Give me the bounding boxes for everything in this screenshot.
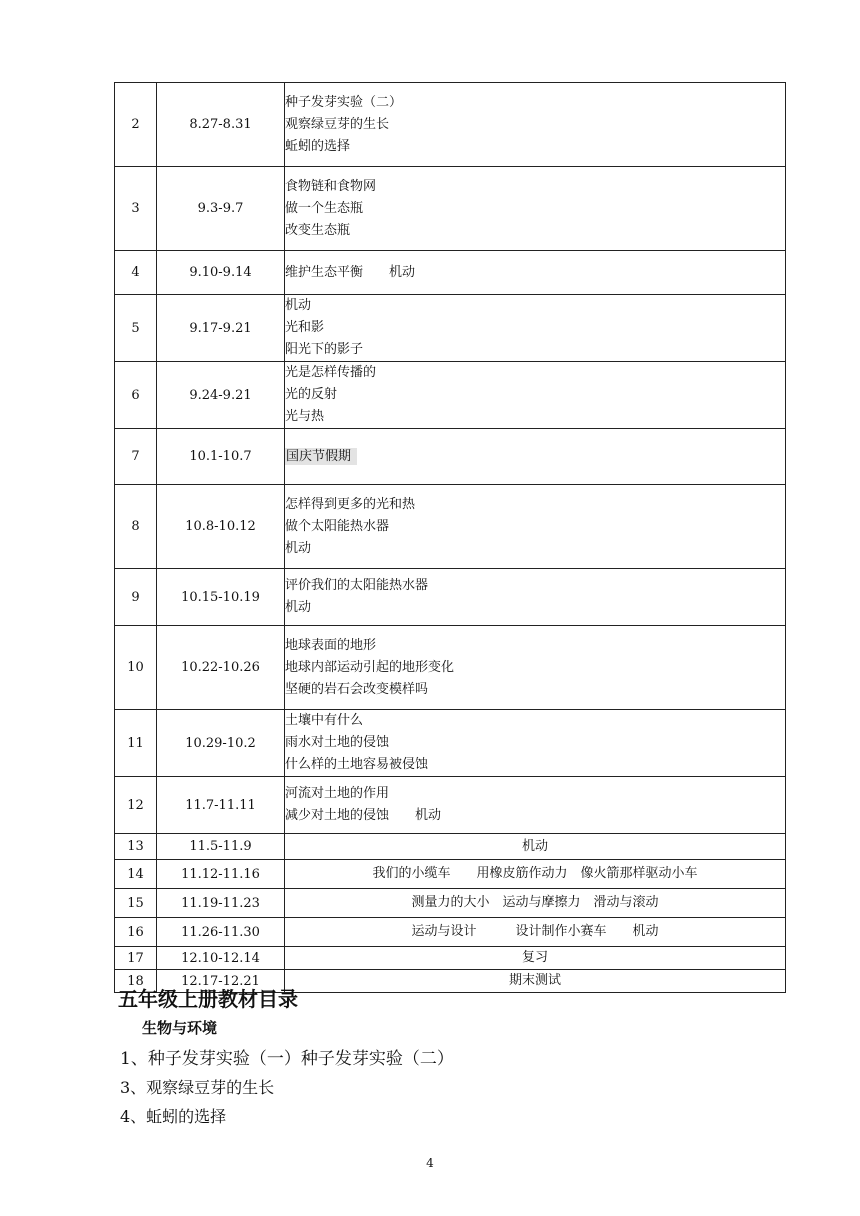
content-line: 雨水对土地的侵蚀: [285, 735, 390, 750]
week-cell: 10: [115, 626, 157, 710]
content-line: 光与热: [285, 409, 325, 424]
content-line: 土壤中有什么: [285, 713, 364, 728]
content-cell: 机动: [285, 834, 786, 860]
content-cell: [285, 251, 786, 295]
week-cell: 13: [115, 834, 157, 860]
date-cell: 11.19-11.23: [157, 889, 285, 918]
table-row: [115, 362, 786, 429]
week-cell: 6: [115, 362, 157, 429]
content-cell: 期末测试: [285, 970, 786, 993]
table-row: [115, 626, 786, 710]
toc-item: 3、观察绿豆芽的生长: [120, 1078, 275, 1097]
content-cell: [285, 429, 786, 485]
highlighted-text: 国庆节假期: [285, 448, 357, 465]
content-line: 怎样得到更多的光和热: [285, 496, 416, 512]
date-cell: 11.5-11.9: [157, 834, 285, 860]
content-cell: [285, 569, 786, 626]
week-cell: 3: [115, 167, 157, 251]
table-row: [115, 429, 786, 485]
table-row: [115, 834, 786, 860]
table-row: [115, 947, 786, 970]
content-line: 做个太阳能热水器: [285, 518, 390, 534]
content-cell: [285, 83, 786, 167]
section-heading: 五年级上册教材目录: [118, 987, 298, 1011]
schedule-table: [114, 82, 786, 993]
table-row: [115, 889, 786, 918]
content-line: 机动: [285, 298, 312, 313]
content-line: 蚯蚓的选择: [285, 138, 351, 154]
date-cell: 10.1-10.7: [157, 429, 285, 485]
date-cell: 9.17-9.21: [157, 295, 285, 362]
date-cell: 11.7-11.11: [157, 777, 285, 834]
content-cell: [285, 362, 786, 429]
date-cell: 12.17-12.21: [157, 970, 285, 993]
content-line: 改变生态瓶: [285, 222, 351, 238]
content-line: 维护生态平衡 机动: [285, 264, 416, 280]
table-row: [115, 569, 786, 626]
toc-item: 4、蚯蚓的选择: [120, 1107, 227, 1126]
toc-item: 1、种子发芽实验（一）种子发芽实验（二）: [120, 1049, 454, 1069]
week-cell: 11: [115, 710, 157, 777]
content-line: 机动: [285, 540, 312, 556]
content-cell: [285, 626, 786, 710]
content-line: 坚硬的岩石会改变模样吗: [285, 681, 429, 697]
table-row: [115, 167, 786, 251]
table-row: [115, 295, 786, 362]
date-cell: 12.10-12.14: [157, 947, 285, 970]
content-cell: [285, 295, 786, 362]
content-line: 观察绿豆芽的生长: [285, 116, 390, 132]
content-cell: [285, 710, 786, 777]
content-line: 地球内部运动引起的地形变化: [285, 659, 455, 675]
content-line: 光和影: [285, 320, 325, 335]
week-cell: 12: [115, 777, 157, 834]
date-cell: 9.24-9.21: [157, 362, 285, 429]
content-cell: [285, 777, 786, 834]
week-cell: 4: [115, 251, 157, 295]
unit-subheading: 生物与环境: [142, 1019, 218, 1037]
table-row: [115, 251, 786, 295]
date-cell: 10.29-10.2: [157, 710, 285, 777]
content-line: 食物链和食物网: [285, 178, 377, 194]
date-cell: 9.3-9.7: [157, 167, 285, 251]
page-number: 4: [426, 1156, 434, 1170]
week-cell: 8: [115, 485, 157, 569]
date-cell: 9.10-9.14: [157, 251, 285, 295]
date-cell: 11.26-11.30: [157, 918, 285, 947]
content-cell: 我们的小缆车 用橡皮筋作动力 像火箭那样驱动小车: [285, 860, 786, 889]
table-row: [115, 485, 786, 569]
content-cell: 测量力的大小 运动与摩擦力 滑动与滚动: [285, 889, 786, 918]
content-line: 地球表面的地形: [285, 637, 377, 653]
week-cell: 7: [115, 429, 157, 485]
table-row: [115, 918, 786, 947]
content-line: 做一个生态瓶: [285, 200, 364, 216]
content-line: 阳光下的影子: [285, 342, 364, 357]
content-line: 机动: [285, 600, 312, 615]
week-cell: 9: [115, 569, 157, 626]
content-line: 种子发芽实验（二）: [285, 94, 403, 110]
week-cell: 2: [115, 83, 157, 167]
content-cell: [285, 485, 786, 569]
content-line: 光的反射: [285, 387, 338, 402]
content-line: 河流对土地的作用: [285, 786, 390, 801]
content-line: 光是怎样传播的: [285, 365, 377, 380]
content-line: 评价我们的太阳能热水器: [285, 578, 429, 593]
date-cell: 10.15-10.19: [157, 569, 285, 626]
week-cell: 5: [115, 295, 157, 362]
week-cell: 15: [115, 889, 157, 918]
week-cell: 14: [115, 860, 157, 889]
table-row: [115, 83, 786, 167]
content-line: 什么样的土地容易被侵蚀: [285, 757, 429, 772]
date-cell: 10.22-10.26: [157, 626, 285, 710]
week-cell: 17: [115, 947, 157, 970]
content-cell: [285, 167, 786, 251]
table-row: [115, 710, 786, 777]
content-line: 减少对土地的侵蚀 机动: [285, 808, 442, 823]
week-cell: 16: [115, 918, 157, 947]
content-cell: 运动与设计 设计制作小赛车 机动: [285, 918, 786, 947]
date-cell: 11.12-11.16: [157, 860, 285, 889]
week-cell: 18: [115, 970, 157, 993]
table-row: [115, 860, 786, 889]
date-cell: 10.8-10.12: [157, 485, 285, 569]
content-cell: 复习: [285, 947, 786, 970]
date-cell: 8.27-8.31: [157, 83, 285, 167]
table-row: [115, 777, 786, 834]
